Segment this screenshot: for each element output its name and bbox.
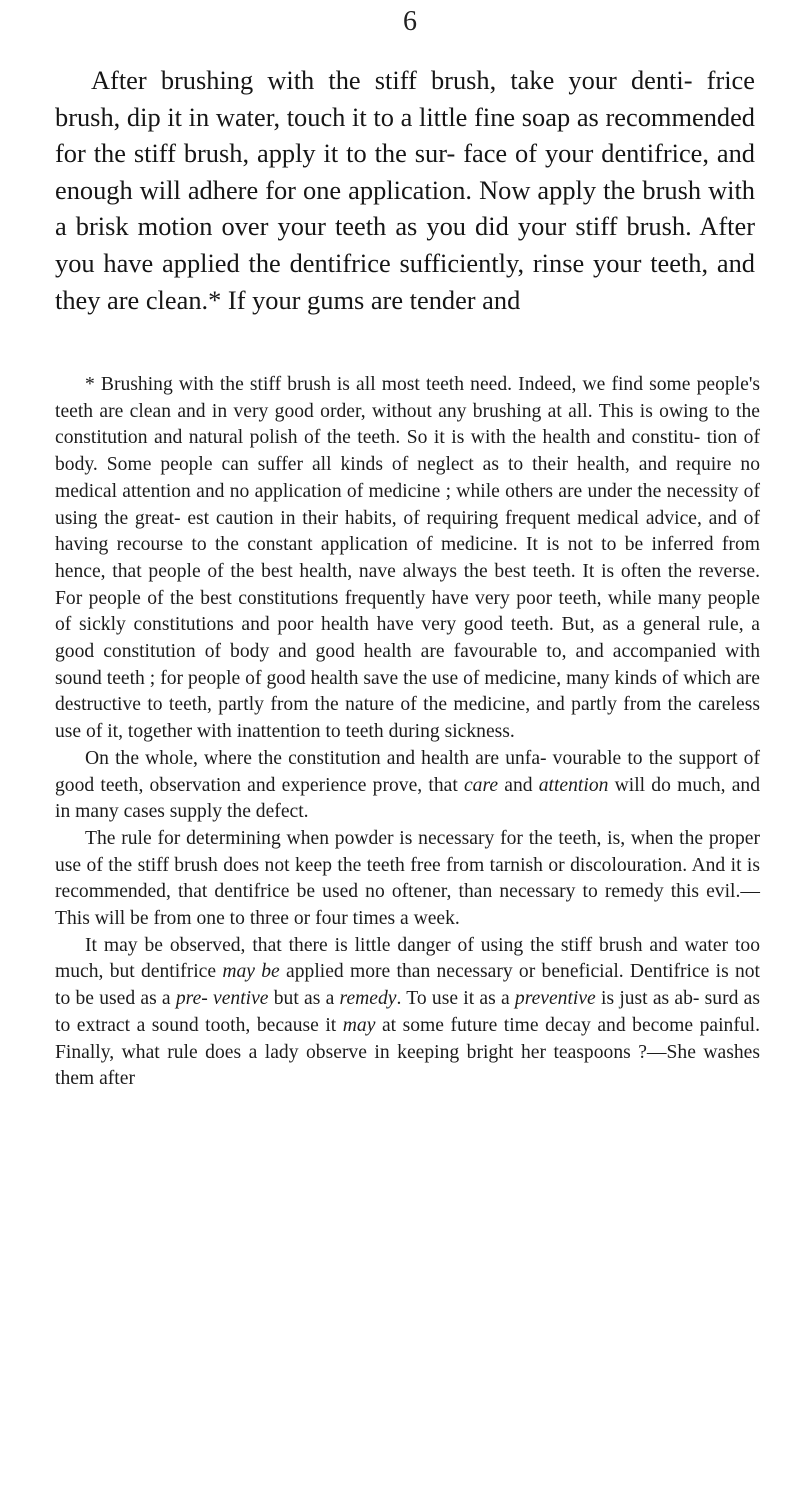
- italic-attention: attention: [538, 774, 609, 796]
- italic-preventive-1: pre- ventive: [175, 988, 269, 1010]
- footnote-4-text-d: . To use it as a: [396, 988, 515, 1010]
- page-number: 6: [403, 6, 417, 37]
- italic-remedy: remedy: [339, 988, 397, 1010]
- footnote-2-text-a: On the whole, where the constitution and health are unfa- vourable to the support of good teeth, observation and experience prove, that: [55, 747, 760, 796]
- italic-may: may: [342, 1014, 376, 1036]
- footnote-paragraph-4: [55, 933, 760, 1093]
- footnote-paragraph-1: * Brushing with the stiff brush is all most teeth need. Indeed, we find some people's teeth are clean and in very good order, without any brushing at all. This is owing to the constitution and natural polish of the teeth. So it is with the health and constitu- tion of body. Some people can suffer all kinds of neglect as to their health, and require no medical attention and no application of medicine ; while others are under the necessity of using the great- est caution in their habits, of requiring frequent medical advice, and of having recourse to the constant application of medicine. It is not to be inferred from hence, that people of the best health, nave always the best teeth. It is often the reverse. For people of the best constitutions frequently have very poor teeth, while many people of sickly constitutions and poor health have very good teeth. But, as a general rule, a good constitution of body and good health are favourable to, and accompanied with sound teeth ; for people of good health save the use of medicine, many kinds of which are destructive to teeth, partly from the nature of the medicine, and partly from the careless use of it, together with inattention to teeth during sickness.: [55, 374, 760, 743]
- footnote-paragraph-2: [55, 746, 760, 826]
- footnote-paragraph-3: The rule for determining when powder is necessary for the teeth, is, when the proper use of the stiff brush does not keep the teeth free from tarnish or discolouration. And it is recommended, that dentifrice be used no oftener, than necessary to remedy this evil.—This will be from one to three or four times a week.: [55, 827, 760, 930]
- footnote-4-text-a: It may be observed, that there is little danger of using the stiff brush and water too much, but dentifrice: [55, 934, 760, 983]
- footnote-2-text-c: will do much, and in many cases supply the defect.: [55, 774, 760, 823]
- footnote-block: [55, 372, 760, 1093]
- footnote-4-text-c: but as a: [268, 988, 340, 1010]
- footnote-2-text-b: and: [498, 774, 539, 796]
- footnote-4-text-e: is just as ab- surd as to extract a sound tooth, because it: [55, 988, 760, 1036]
- footnote-4-text-b: applied more than necessary or beneficial. Dentifrice is not to be used as a: [55, 961, 760, 1010]
- italic-preventive-2: preventive: [514, 988, 596, 1010]
- book-page: [55, 0, 765, 1510]
- footnote-4-text-f: at some future time decay and become painful. Finally, what rule does a lady observe in keeping bright her teaspoons ?—She washes them after: [55, 1014, 760, 1090]
- italic-may-be: may be: [222, 961, 280, 983]
- main-paragraph: After brushing with the stiff brush, take your denti- frice brush, dip it in water, touch it to a little fine soap as recommended for the stiff brush, apply it to the sur- face of your dentifrice, and enough will adhere for one application. Now apply the brush with a brisk motion over your teeth as you did your stiff brush. After you have applied the dentifrice sufficiently, rinse your teeth, and they are clean.* If your gums are tender and: [55, 65, 755, 315]
- italic-care: care: [463, 774, 499, 796]
